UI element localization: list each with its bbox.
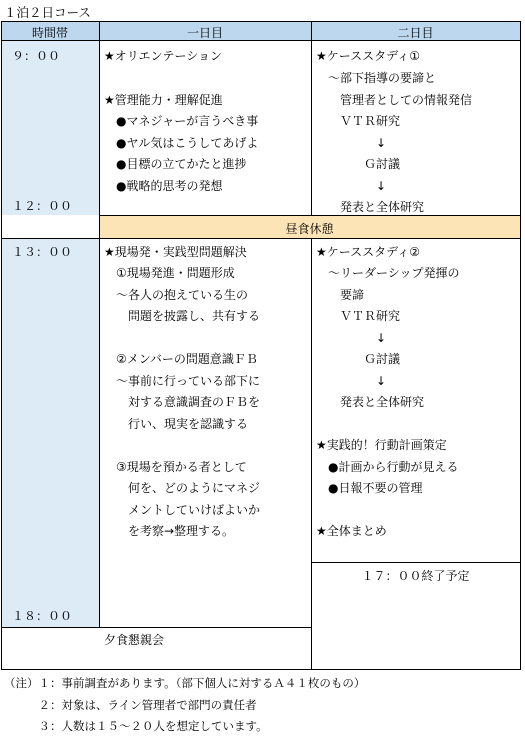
day2-end-time: １７：００終了予定 [361, 569, 470, 583]
time-start-morning: ９：００ [12, 49, 61, 63]
afternoon-day2-line: ★実践的！行動計画策定 [316, 438, 447, 452]
afternoon-day1-line: ③現場を預かる者として [104, 460, 247, 474]
morning-day2-line: ＶＴＲ研究 [316, 114, 401, 128]
morning-day2-line: ★ケーススタディ① [316, 49, 420, 63]
table-border-right [520, 21, 521, 670]
afternoon-day1-line: メントしていけばよいか [104, 503, 261, 517]
afternoon-day1-line: 何を、どのようにマネジ [104, 481, 261, 495]
time-end-afternoon: １８：００ [12, 609, 73, 623]
time-start-afternoon: １３：００ [12, 245, 73, 259]
page-title: １泊２日コース [4, 5, 91, 20]
table-border-lunch-bottom [1, 238, 521, 239]
afternoon-day1-line: ①現場発進・問題形成 [104, 266, 235, 280]
table-border-bottom [1, 669, 521, 670]
afternoon-day2-line: ★全体まとめ [316, 524, 387, 538]
afternoon-day1-line: ②メンバーの問題意識ＦＢ [104, 352, 258, 366]
header-day2: 二日目 [397, 26, 434, 40]
morning-day2-line: ～部下指導の要諦と [316, 71, 437, 85]
dinner-label: 夕食懇親会 [104, 633, 165, 647]
note-line: （注）１：事前調査があります。（部下個人に対するＡ４１枚のもの） [4, 676, 366, 690]
afternoon-day2-line: 要諦 [316, 288, 365, 302]
table-border-day2-end-top [311, 562, 521, 563]
afternoon-day2-line: ↓ [316, 331, 387, 345]
afternoon-day1-line: ～事前に行っている部下に [104, 374, 261, 388]
time-column-afternoon-bg [1, 238, 99, 627]
afternoon-day1-line: ～各人の抱えている生の [104, 288, 249, 302]
table-border-top [1, 21, 521, 22]
afternoon-day1-line: を考察→整理する。 [104, 524, 235, 538]
afternoon-day2-line: 発表と全体研究 [316, 395, 425, 409]
afternoon-day1-line: ★現場発・実践型問題解決 [104, 245, 247, 259]
morning-day1-line: ●戦略的思考の発想 [104, 179, 223, 193]
morning-day2-line: ↓ [316, 136, 387, 150]
morning-day2-line: ↓ [316, 179, 387, 193]
table-border-day-divider-afternoon [311, 238, 312, 670]
table-border-day-divider-morning [311, 21, 312, 216]
lunch-break-label: 昼食休憩 [285, 222, 334, 236]
afternoon-day2-line: ●日報不要の管理 [316, 481, 423, 495]
afternoon-day1-line: 行い、現実を認識する [104, 417, 249, 431]
morning-day2-line: 発表と全体研究 [316, 200, 425, 214]
morning-day1-line: ●マネジャーが言うべき事 [104, 114, 259, 128]
morning-day1-line: ★オリエンテーション [104, 49, 223, 63]
afternoon-day1-line: 対する意識調査のＦＢを [104, 395, 261, 409]
time-column-morning-bg [1, 40, 99, 215]
morning-day2-line: 管理者としての情報発信 [316, 93, 473, 107]
note-line: ３：人数は１５～２０人を想定しています。 [4, 719, 268, 733]
table-border-left [1, 21, 2, 670]
table-border-dinner-top [1, 627, 311, 628]
afternoon-day2-line: ↓ [316, 374, 387, 388]
afternoon-day2-line: ★ケーススタディ② [316, 245, 420, 259]
table-border-time-right-top [99, 21, 100, 627]
note-line: ２：対象は、ライン管理者で部門の責任者 [4, 698, 257, 712]
afternoon-day2-line: ＶＴＲ研究 [316, 309, 401, 323]
afternoon-day2-line: ●計画から行動が見える [316, 460, 459, 474]
header-time: 時間帯 [31, 26, 68, 40]
afternoon-day2-line: Ｇ討議 [316, 352, 401, 366]
afternoon-day2-line: ～リーダーシップ発揮の [316, 266, 460, 280]
morning-day1-line: ★管理能力・理解促進 [104, 93, 223, 107]
afternoon-day1-line: 問題を披露し、共有する [104, 309, 261, 323]
table-border-morning-bottom [99, 215, 521, 216]
morning-day2-line: Ｇ討議 [316, 157, 401, 171]
time-end-morning: １２：００ [12, 199, 73, 213]
header-day1: 一日目 [186, 26, 223, 40]
morning-day1-line: ●目標の立てかたと進捗 [104, 157, 247, 171]
morning-day1-line: ●ヤル気はこうしてあげよ [104, 136, 259, 150]
